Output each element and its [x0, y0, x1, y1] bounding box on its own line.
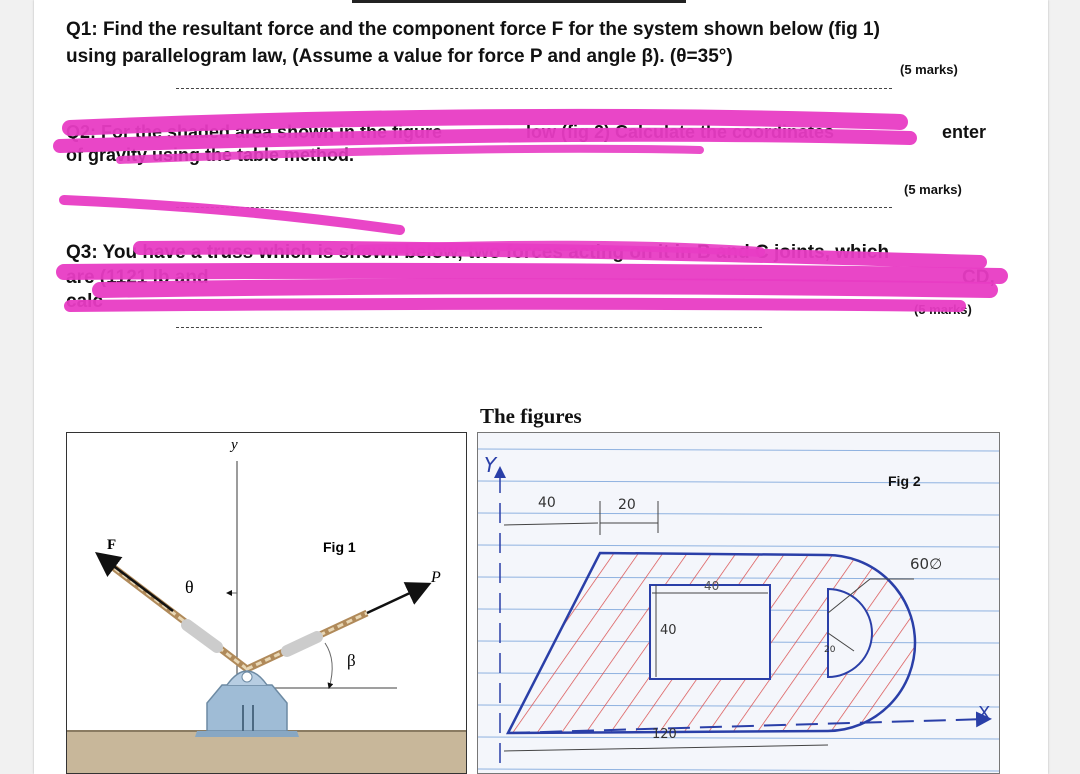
fig1-label: Fig 1 — [323, 539, 356, 555]
fig1-f-label: F — [107, 537, 117, 553]
figure-2 — [477, 432, 1000, 774]
fig2-dim-20-small: 20 — [824, 645, 836, 655]
fig2-dim-60-diameter: 60∅ — [910, 555, 943, 573]
figure-1 — [66, 432, 467, 774]
q3-line3-left: calc — [66, 291, 103, 312]
q3-line2-left: are (1121 lb and — [66, 267, 209, 288]
fig2-x-label: X — [978, 703, 991, 724]
force-f-arrow — [99, 555, 173, 611]
fig2-label: Fig 2 — [888, 473, 921, 489]
q2-line1-left: Q2: For the shaded area shown in the figure — [66, 122, 443, 142]
q1-line2: using parallelogram law, (Assume a value for force P and angle β). (θ=35°) — [66, 46, 733, 67]
q2-line1-mid: low (fig 2) Calculate the coordinates — [526, 122, 835, 142]
q3-line2-right: CD, — [962, 267, 995, 288]
fig1-y-label: y — [231, 437, 238, 453]
fig2-dim-rect-width: 40 — [704, 579, 720, 593]
fig1-beta-label: β — [347, 651, 356, 670]
support-bracket — [207, 685, 287, 731]
figures-title: The figures — [480, 404, 582, 428]
fig2-y-label: Y — [484, 453, 497, 477]
q2-line1-right: enter — [942, 122, 987, 142]
fig2-dim-120: 120 — [652, 727, 677, 742]
q3-marks: (5 marks) — [914, 302, 972, 317]
q2-line2: of gravity using the table method. — [66, 145, 355, 165]
fig1-theta-label: θ — [185, 577, 194, 597]
figure-2-drawing — [478, 433, 1000, 774]
q1-marks: (5 marks) — [900, 62, 958, 77]
fig2-dim-20: 20 — [618, 497, 636, 513]
ground — [67, 731, 467, 774]
q3-line1: Q3: You have a truss which is shown below, two forces acting on it in B and C joints, which — [66, 242, 890, 263]
q2-marks: (5 marks) — [904, 182, 962, 197]
q1-line1: Q1: Find the resultant force and the component force F for the system shown below (fig 1) — [66, 19, 880, 40]
fig2-dim-rect-height: 40 — [660, 623, 677, 638]
force-p-arrow — [367, 585, 427, 613]
fig1-p-label: P — [431, 569, 441, 586]
redaction-scribble — [0, 0, 1080, 340]
fig2-dim-40-top: 40 — [538, 495, 556, 511]
figure-1-drawing — [67, 433, 467, 774]
